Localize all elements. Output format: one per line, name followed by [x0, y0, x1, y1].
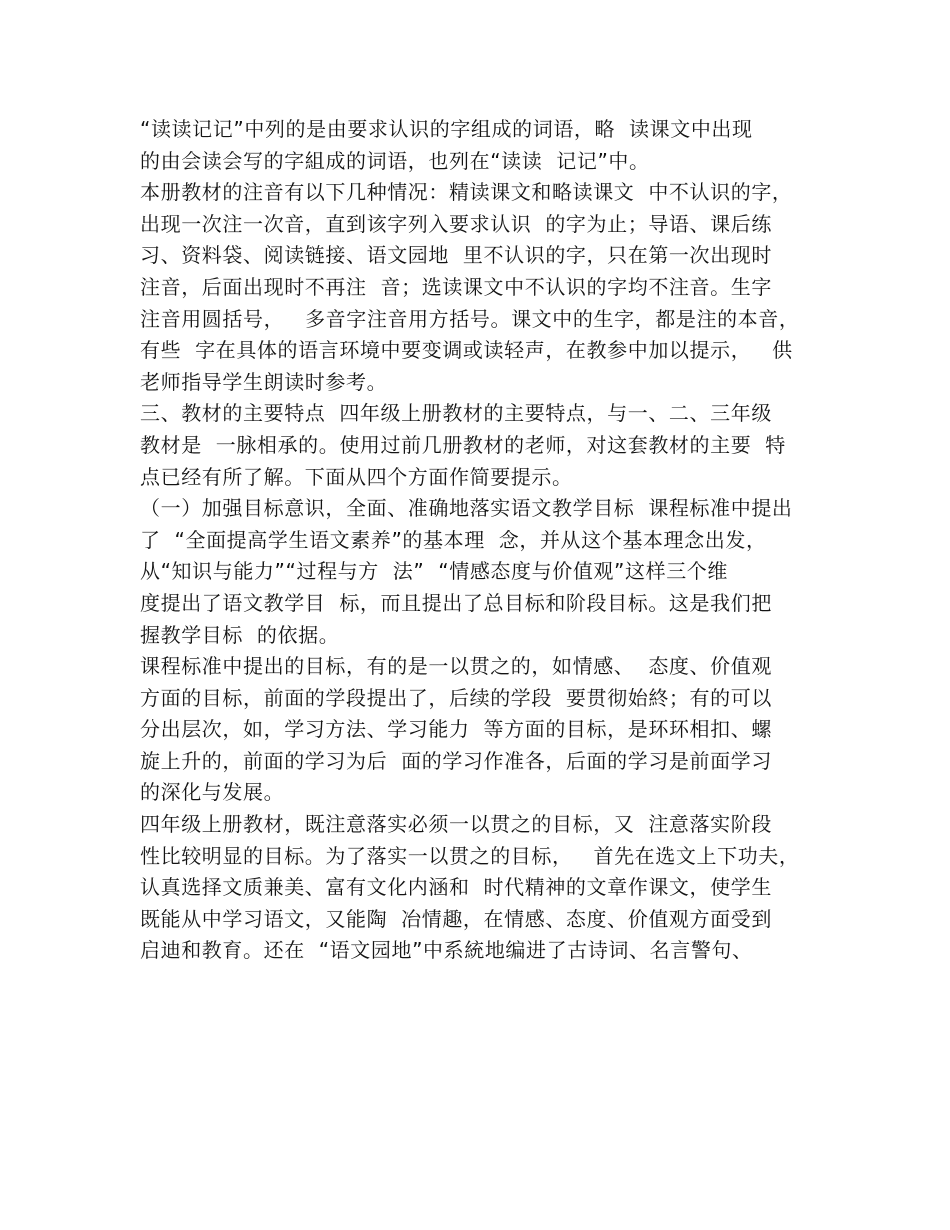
text-line: 点已经有所了解。下面从四个方面作简要提示。: [140, 464, 573, 489]
text-line: 出现一次注一次音，直到该字列入要求认识 的字为止；导语、课后练: [140, 211, 772, 236]
text-line: 性比较明显的目标。为了落实一以贯之的目标， 首先在选文上下功夫，: [140, 843, 800, 868]
text-line: 从“知识与能力”“过程与方 法” “情感态度与价值观”这样三个维: [140, 559, 728, 584]
text-line: 注音用圆括号， 多音字注音用方括号。课文中的生字，都是注的本音，: [140, 306, 800, 331]
text-line: 握教学目标 的依据。: [140, 622, 340, 647]
text-line: 三、教材的主要特点 四年级上册教材的主要特点，与一、二、三年级: [140, 401, 772, 426]
text-line: （一）加强目标意识，全面、准确地落实语文教学目标 课程标准中提出: [140, 496, 793, 521]
text-line: 度提出了语文教学目 标，而且提出了总目标和阶段目标。这是我们把: [140, 590, 772, 615]
text-line: 了 “全面提高学生语文素养”的基本理 念，并从这个基本理念出发，: [140, 527, 767, 552]
text-line: 方面的目标，前面的学段提出了，后续的学段 要贯彻始終；有的可以: [140, 685, 772, 710]
text-line: 注音，后面出现时不再注 音；选读课文中不认识的字均不注音。生字: [140, 274, 772, 299]
text-line: 的深化与发展。: [140, 780, 285, 805]
text-line: 旋上升的，前面的学习为后 面的学习作准各，后面的学习是前面学习: [140, 748, 772, 773]
text-line: 老师指导学生朗读时参考。: [140, 369, 388, 394]
text-line: 启迪和教育。还在 “语文园地”中系統地编进了古诗词、名言警句、: [140, 938, 753, 963]
text-line: 的由会读会写的字組成的词语，也列在“读读 记记”中。: [140, 148, 650, 173]
text-line: 分出层次，如，学习方法、学习能力 等方面的目标，是环环相扣、螺: [140, 717, 772, 742]
text-line: 教材是 一脉相承的。使用过前几册教材的老师，对这套教材的主要 特: [140, 432, 786, 457]
text-line: 四年级上册教材，既注意落实必须一以贯之的目标，又 注意落实阶段: [140, 812, 772, 837]
text-line: “读读记记”中列的是由要求认识的字组成的词语，略 读课文中出现: [140, 117, 753, 141]
document-body: [140, 114, 840, 967]
text-line: 有些 字在具体的语言环境中要变调或读轻声，在教参中加以提示， 供: [140, 338, 793, 363]
text-line: 既能从中学习语文，又能陶 冶情趣，在情感、态度、价值观方面受到: [140, 906, 772, 931]
text-line: 习、资料袋、阅读链接、语文园地 里不认识的字，只在第一次出现时: [140, 243, 772, 268]
text-line: 课程标准中提出的目标，有的是一以贯之的，如情感、 态度、价值观: [140, 654, 772, 679]
text-line: 认真选择文质兼美、富有文化内涵和 时代精神的文章作课文，使学生: [140, 875, 772, 900]
text-line: 本册教材的注音有以下几种情况：精读课文和略读课文 中不认识的字，: [140, 180, 793, 205]
